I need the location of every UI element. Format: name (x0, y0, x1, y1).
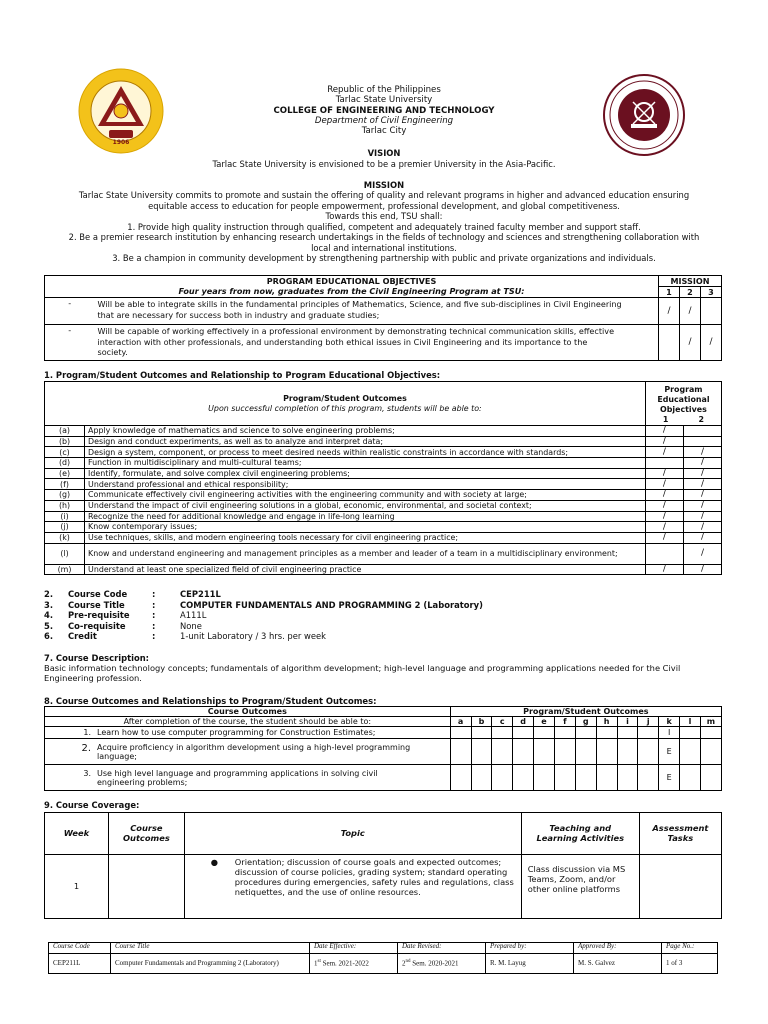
outcome-check: / (683, 490, 721, 501)
outcome-check: / (683, 479, 721, 490)
outcome-check (645, 543, 683, 564)
outcomes-header (45, 382, 646, 426)
outcome-text: Understand the impact of civil engineering solutions in a global, economic, environmental, and societal context; (85, 500, 646, 511)
peo-text-line: that are necessary for success both in industry and graduate studies; (97, 309, 380, 320)
course-description (44, 663, 724, 684)
footer-eff-sup: st (317, 958, 321, 964)
outcome-check: / (645, 479, 683, 490)
footer-h-appr: Approved By: (574, 943, 662, 954)
peo-check (701, 298, 722, 325)
footer-title: Computer Fundamentals and Programming 2 (Laboratory) (111, 954, 310, 974)
course-item-value: COMPUTER FUNDAMENTALS AND PROGRAMMING 2 (Laboratory) (180, 599, 483, 610)
peo-check: / (659, 298, 680, 325)
co-mapping-empty (471, 739, 492, 765)
outcome-check: / (683, 511, 721, 522)
outcome-check (683, 426, 721, 437)
course-item-label: Course Code (68, 589, 128, 599)
outcome-code: (g) (45, 490, 85, 501)
course-item-colon: : (152, 599, 156, 610)
co-mapping: E (659, 765, 680, 791)
co-mapping-empty (554, 765, 575, 791)
outcome-text: Use techniques, skills, and modern engineering tools necessary for civil engineering practice; (85, 532, 646, 543)
outcome-check: / (645, 522, 683, 533)
outcome-row (45, 426, 722, 437)
outcome-text: Identify, formulate, and solve complex civil engineering problems; (85, 468, 646, 479)
footer-prepared: R. M. Layug (486, 954, 574, 974)
pso-head: Program/Student Outcomes (450, 707, 721, 717)
coverage-head-at: Assessment Tasks (639, 813, 721, 855)
co-row (45, 739, 722, 765)
course-description-line: Basic information technology concepts; fundamentals of algorithm development; high-level language and programming applications needed for the Civil (44, 663, 681, 673)
co-mapping: E (659, 739, 680, 765)
footer-table (48, 942, 718, 974)
co-mapping-empty (638, 727, 659, 739)
outcome-code: (c) (45, 447, 85, 458)
co-line: Learn how to use computer programming for Construction Estimates; (97, 728, 376, 738)
pso-letter: m (700, 717, 721, 727)
course-item-value: 1-unit Laboratory / 3 hrs. per week (180, 631, 327, 641)
co-mapping-empty (700, 765, 721, 791)
peo-bullet: - (45, 298, 95, 325)
outcome-text: Communicate effectively civil engineering activities with the engineering community and with society at large; (85, 490, 646, 501)
outcome-code: (b) (45, 436, 85, 447)
peo-col-2: 2 (680, 287, 701, 298)
co-num: 1. (83, 728, 91, 738)
coverage-table (44, 812, 722, 919)
header-republic: Republic of the Philippines (327, 85, 441, 95)
peo-col-1: 1 (659, 287, 680, 298)
peo-check: / (701, 325, 722, 361)
co-table (44, 706, 722, 791)
peo-bullet: - (45, 325, 95, 361)
pso-letter: f (554, 717, 575, 727)
footer-approved: M. S. Galvez (574, 954, 662, 974)
pso-letter: j (638, 717, 659, 727)
course-item-colon: : (152, 620, 156, 631)
mission-text-3: Towards this end, TSU shall: (325, 211, 443, 222)
outcome-check: / (645, 426, 683, 437)
coverage-head-tla: Teaching and Learning Activities (521, 813, 639, 855)
outcome-check (645, 458, 683, 469)
peo-text-line: Will be able to integrate skills in the fundamental principles of Mathematics, Science, and five sub-disciplines in Civil Engineering (97, 299, 622, 310)
outcome-row (45, 479, 722, 490)
footer-h-prep: Prepared by: (486, 943, 574, 954)
co-line: language; (97, 751, 137, 761)
footer-h-eff: Date Effective: (310, 943, 398, 954)
co-mapping-empty (513, 739, 534, 765)
coverage-tla: Class discussion via MS Teams, Zoom, and/or other online platforms (521, 855, 639, 919)
outcome-check: / (645, 564, 683, 575)
footer-code: CEP211L (49, 954, 111, 974)
course-item-num: 2. (44, 589, 54, 599)
co-mapping-empty (680, 739, 701, 765)
outcome-text: Recognize the need for additional knowledge and engage in life-long learning (85, 511, 646, 522)
header-city: Tarlac City (361, 126, 407, 137)
co-line: engineering problems; (97, 777, 188, 787)
pso-letter: e (534, 717, 555, 727)
course-item (44, 589, 483, 600)
section9-title: 9. Course Coverage: (44, 800, 140, 810)
co-row (45, 727, 722, 739)
outcome-text: Apply knowledge of mathematics and science to solve engineering problems; (85, 426, 646, 437)
peo-check: / (680, 325, 701, 361)
pso-letter: a (450, 717, 471, 727)
co-mapping-empty (534, 727, 555, 739)
outcome-code: (k) (45, 532, 85, 543)
outcome-text: Design and conduct experiments, as well as to analyze and interpret data; (85, 436, 646, 447)
co-text (45, 727, 451, 739)
co-mapping-empty (471, 765, 492, 791)
header-department: Department of Civil Engineering (314, 115, 454, 126)
outcome-text: Understand professional and ethical responsibility; (85, 479, 646, 490)
course-item-colon: : (152, 631, 156, 641)
outcome-check: / (645, 532, 683, 543)
course-item (44, 600, 483, 611)
letterhead (0, 85, 768, 137)
mission-title: MISSION (363, 180, 405, 190)
outcome-code: (i) (45, 511, 85, 522)
co-mapping-empty (492, 727, 513, 739)
vision-text: Tarlac State University is envisioned to be a premier University in the Asia-Pacific. (212, 158, 556, 169)
coverage-head-topic: Topic (184, 813, 521, 855)
outcome-row (45, 532, 722, 543)
header-college: COLLEGE OF ENGINEERING AND TECHNOLOGY (273, 105, 495, 116)
outcome-row (45, 436, 722, 447)
co-mapping-empty (575, 727, 596, 739)
pso-letter: k (659, 717, 680, 727)
outcomes-peo-col: 1 (662, 414, 669, 424)
outcome-code: (a) (45, 426, 85, 437)
outcome-text: Know and understand engineering and management principles as a member and leader of a team in a multidisciplinary environment; (85, 543, 646, 564)
outcome-code: (e) (45, 468, 85, 479)
mission-text-1: Tarlac State University commits to promote and sustain the offering of quality and relevant programs in higher and advanced education ensuring (78, 190, 690, 201)
course-details (44, 589, 483, 642)
outcome-row (45, 490, 722, 501)
co-mapping-empty (492, 765, 513, 791)
outcome-row (45, 511, 722, 522)
course-item-label: Credit (68, 631, 97, 641)
pso-letter: g (575, 717, 596, 727)
outcome-check: / (683, 543, 721, 564)
co-mapping-empty (680, 727, 701, 739)
outcome-check: / (645, 447, 683, 458)
outcomes-peo-head-text: Program Educational Objectives (657, 385, 710, 414)
coverage-outcomes (109, 855, 185, 919)
peo-title: PROGRAM EDUCATIONAL OBJECTIVES (266, 276, 437, 286)
mission-text-2: equitable access to education for people empowerment, professional development, and global competitiveness. (148, 200, 620, 211)
outcome-check: / (683, 458, 721, 469)
co-mapping-empty (534, 765, 555, 791)
course-item-label: Pre-requisite (68, 610, 130, 620)
peo-table (44, 275, 722, 361)
peo-row (45, 298, 722, 325)
peo-text-line: interaction with other professionals, and understanding both ethical issues in Civil Engineering and its importance to the (97, 336, 588, 347)
course-description-line: Engineering profession. (44, 673, 142, 684)
course-item (44, 631, 483, 642)
outcome-row (45, 522, 722, 533)
outcomes-peo-head (645, 382, 721, 426)
course-item (44, 610, 483, 621)
section1-title: 1. Program/Student Outcomes and Relationship to Program Educational Objectives: (44, 370, 441, 380)
mission-item-2a: 2. Be a premier research institution by enhancing research undertakings in the fields of technology and sciences and strengthening collaboration with (68, 232, 700, 243)
outcome-check: / (645, 468, 683, 479)
peo-subtitle: Four years from now, graduates from the Civil Engineering Program at TSU: (178, 285, 525, 296)
outcome-check: / (645, 436, 683, 447)
co-mapping-empty (617, 727, 638, 739)
co-mapping-empty (450, 765, 471, 791)
outcomes-head-title: Program/Student Outcomes (283, 394, 407, 404)
outcomes-peo-col: 2 (698, 414, 704, 424)
co-mapping-empty (575, 739, 596, 765)
vision-title: VISION (367, 148, 401, 158)
peo-check (659, 325, 680, 361)
peo-mission-label: MISSION (659, 276, 722, 287)
footer-rev-rest: Sem. 2020-2021 (410, 959, 459, 968)
co-mapping-empty (638, 739, 659, 765)
peo-text-line: society. (97, 346, 128, 357)
mission-block (0, 180, 768, 263)
pso-letter: c (492, 717, 513, 727)
outcome-code: (l) (45, 543, 85, 564)
footer-h-rev: Date Revised: (398, 943, 486, 954)
co-text (45, 739, 451, 765)
footer-rev-sup: nd (405, 958, 411, 964)
footer-eff-rest: Sem. 2021-2022 (320, 959, 369, 968)
co-mapping-empty (617, 765, 638, 791)
course-item-colon: : (152, 610, 156, 620)
pso-letter: h (596, 717, 617, 727)
peo-check: / (680, 298, 701, 325)
footer-effective (310, 954, 398, 974)
outcome-text: Know contemporary issues; (85, 522, 646, 533)
outcome-row (45, 458, 722, 469)
course-item-label: Course Title (68, 599, 125, 610)
bullet-icon: ● (210, 857, 218, 867)
peo-text (95, 298, 659, 325)
co-mapping-empty (638, 765, 659, 791)
co-mapping-empty (700, 739, 721, 765)
logo-year: 1906 (112, 139, 130, 146)
peo-row (45, 325, 722, 361)
co-mapping-empty (492, 739, 513, 765)
outcome-check: / (683, 532, 721, 543)
co-mapping-empty (513, 765, 534, 791)
co-text (45, 765, 451, 791)
vision-block (0, 148, 768, 169)
outcomes-table (44, 381, 722, 575)
footer-revised (398, 954, 486, 974)
course-item-num: 6. (44, 631, 54, 641)
coverage-topic-text: Orientation; discussion of course goals and expected outcomes; discussion of course policies, grading system; standard operating procedures during emergencies, safety rules and regulations, class netiquettes, and the use of online resources. (234, 857, 514, 897)
course-item-num: 5. (44, 620, 54, 631)
course-item-num: 4. (44, 610, 54, 620)
outcome-check (683, 436, 721, 447)
outcome-row (45, 468, 722, 479)
co-mapping-empty (617, 739, 638, 765)
co-mapping-empty (680, 765, 701, 791)
outcome-code: (j) (45, 522, 85, 533)
course-item-label: Co-requisite (68, 620, 126, 631)
pso-letter: d (513, 717, 534, 727)
co-mapping-empty (534, 739, 555, 765)
peo-col-3: 3 (701, 287, 722, 298)
outcome-row (45, 447, 722, 458)
outcome-check: / (683, 522, 721, 533)
course-item-num: 3. (44, 599, 54, 610)
outcome-text: Design a system, component, or process to meet desired needs within realistic constraints in accordance with standards; (85, 447, 646, 458)
co-mapping-empty (471, 727, 492, 739)
footer-eff-num: 1 (314, 959, 318, 968)
co-num: 2. (81, 742, 91, 754)
footer-h-code: Course Code (49, 943, 111, 954)
outcome-code: (f) (45, 479, 85, 490)
coverage-head-week: Week (45, 813, 109, 855)
outcome-text: Function in multidisciplinary and multi-cultural teams; (85, 458, 646, 469)
outcome-text: Understand at least one specialized field of civil engineering practice (85, 564, 646, 575)
co-mapping-empty (596, 727, 617, 739)
outcome-check: / (645, 500, 683, 511)
mission-item-1: 1. Provide high quality instruction through qualified, competent and adequately trained faculty member and support staff. (127, 221, 641, 232)
pso-letter: i (617, 717, 638, 727)
co-mapping-empty (513, 727, 534, 739)
co-mapping-empty (575, 765, 596, 791)
course-item-value: A111L (180, 610, 207, 620)
co-num: 3. (83, 768, 91, 778)
mission-item-3: 3. Be a champion in community development by strengthening partnership with public and private organizations and individuals. (112, 252, 656, 263)
outcome-check: / (683, 447, 721, 458)
course-item-value: CEP211L (180, 589, 221, 599)
co-row (45, 765, 722, 791)
outcome-check: / (683, 468, 721, 479)
course-item (44, 621, 483, 632)
outcome-check: / (645, 511, 683, 522)
co-line: Acquire proficiency in algorithm development using a high-level programming (97, 742, 411, 752)
co-mapping: I (659, 727, 680, 739)
outcome-row (45, 543, 722, 564)
coverage-week: 1 (45, 855, 109, 919)
co-mapping-empty (554, 727, 575, 739)
co-mapping-empty (554, 739, 575, 765)
co-mapping-empty (450, 739, 471, 765)
outcome-code: (d) (45, 458, 85, 469)
outcome-row (45, 500, 722, 511)
footer-h-page: Page No.: (662, 943, 718, 954)
pso-letter: b (471, 717, 492, 727)
footer-page: 1 of 3 (662, 954, 718, 974)
outcome-code: (m) (45, 564, 85, 575)
co-mapping-empty (700, 727, 721, 739)
pso-letter: l (680, 717, 701, 727)
outcome-check: / (683, 500, 721, 511)
coverage-head-outcomes: Course Outcomes (109, 813, 185, 855)
section8-title: 8. Course Outcomes and Relationships to Program/Student Outcomes: (44, 696, 377, 706)
outcome-check: / (645, 490, 683, 501)
header-university: Tarlac State University (335, 95, 433, 106)
co-mapping-empty (596, 765, 617, 791)
outcome-code: (h) (45, 500, 85, 511)
course-description-title: 7. Course Description: (44, 653, 150, 663)
co-mapping-empty (596, 739, 617, 765)
co-sub: After completion of the course, the student should be able to: (45, 717, 451, 727)
course-item-value: None (180, 620, 202, 631)
co-line: Use high level language and programming applications in solving civil (97, 768, 378, 778)
footer-h-title: Course Title (111, 943, 310, 954)
coverage-at (639, 855, 721, 919)
course-item-colon: : (152, 589, 156, 599)
coverage-topic (184, 855, 521, 919)
co-mapping-empty (450, 727, 471, 739)
footer-rev-num: 2 (402, 959, 406, 968)
peo-text (95, 325, 659, 361)
peo-text-line: Will be capable of working effectively in a professional environment by demonstrating technical communication skills, effective (97, 326, 615, 337)
peo-header (45, 276, 659, 298)
outcomes-head-sub: Upon successful completion of this program, students will be able to: (208, 403, 482, 413)
outcome-row (45, 564, 722, 575)
co-head: Course Outcomes (45, 707, 451, 717)
mission-item-2b: local and international institutions. (311, 242, 457, 253)
outcome-check: / (683, 564, 721, 575)
